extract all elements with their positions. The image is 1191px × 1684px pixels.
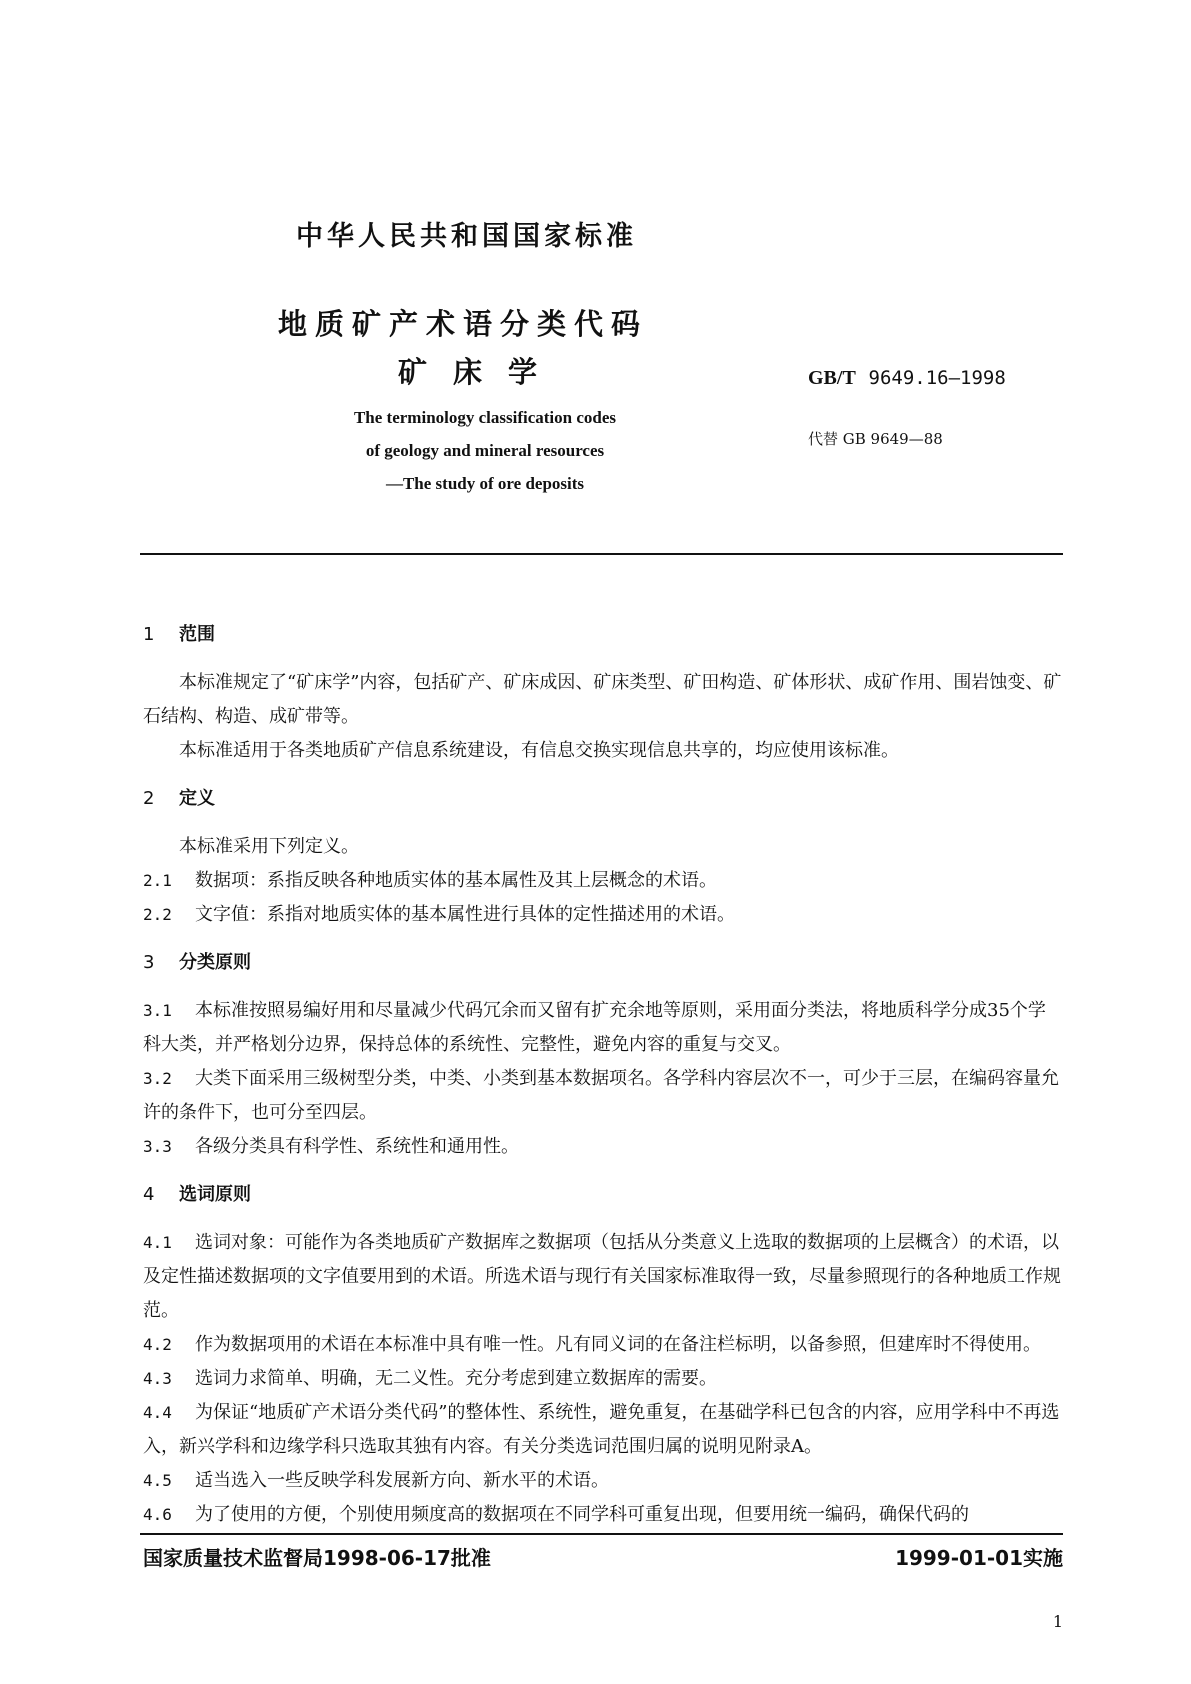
clause-text: 数据项：系指反映各种地质实体的基本属性及其上层概念的术语。 [195,870,717,891]
section-number: 1 [143,624,155,645]
top-divider [140,553,1063,555]
document-body [143,614,1063,1532]
clause-number: 4.6 [143,1505,172,1524]
bottom-divider [140,1533,1063,1535]
clause-number: 3.3 [143,1137,172,1156]
section-heading-scope [143,618,1063,652]
page-number: 1 [1052,1612,1063,1631]
clause-number: 3.2 [143,1069,172,1088]
english-title-line-3: —The study of ore deposits [385,474,585,493]
section-title: 选词原则 [179,1184,251,1205]
effective-date: 1999-01-01实施 [895,1546,1063,1570]
paragraph: 本标准规定了“矿床学”内容，包括矿产、矿床成因、矿床类型、矿田构造、矿体形状、成矿作用、围岩蚀变、矿石结构、构造、成矿带等。 [143,672,1062,727]
clause [143,1362,1063,1396]
clause-number: 3.1 [143,1001,172,1020]
clause [143,1498,1063,1532]
section-heading-word-selection [143,1178,1063,1212]
standard-code: 9649.16—1998 [868,367,1006,389]
clause-text: 选词力求简单、明确，无二义性。充分考虑到建立数据库的需要。 [195,1368,717,1389]
document-title: 地质矿产术语分类代码 [278,307,649,341]
clause-text: 大类下面采用三级树型分类，中类、小类到基本数据项名。各学科内容层次不一，可少于三层，在编码容量允许的条件下，也可分至四层。 [143,1068,1059,1123]
clause-number: 2.2 [143,905,172,924]
standard-prefix: GB/T [808,367,856,389]
clause-number: 4.2 [143,1335,172,1354]
clause [143,1130,1063,1164]
section-heading-classification [143,946,1063,980]
clause-text: 为保证“地质矿产术语分类代码”的整体性、系统性，避免重复，在基础学科已包含的内容，应用学科中不再选入，新兴学科和边缘学科只选取其独有内容。有关分类选词范围归属的说明见附录A。 [143,1402,1060,1457]
standard-number [808,365,1006,390]
section-heading-definitions [143,782,1063,816]
clause [143,864,1063,898]
clause [143,1062,1063,1130]
national-standard-heading: 中华人民共和国国家标准 [296,221,637,252]
clause [143,1396,1063,1464]
english-title-line-2: of geology and mineral resources [365,441,605,460]
section-title: 定义 [179,788,215,809]
document-subtitle: 矿床学 [398,355,564,389]
section-title: 范围 [179,624,215,645]
clause-text: 为了使用的方便，个别使用频度高的数据项在不同学科可重复出现，但要用统一编码，确保代码的 [195,1504,969,1525]
section-number: 3 [143,952,155,973]
replaces-note: 代替 GB 9649—88 [808,430,943,448]
section-title: 分类原则 [179,952,251,973]
clause [143,994,1063,1062]
clause-number: 4.1 [143,1233,172,1252]
clause-text: 作为数据项用的术语在本标准中具有唯一性。凡有同义词的在备注栏标明，以备参照，但建库时不得使用。 [195,1334,1041,1355]
clause-number: 4.3 [143,1369,172,1388]
clause [143,1226,1063,1328]
paragraph: 本标准采用下列定义。 [179,836,359,857]
clause-text: 适当选入一些反映学科发展新方向、新水平的术语。 [195,1470,609,1491]
clause-number: 2.1 [143,871,172,890]
clause-text: 文字值：系指对地质实体的基本属性进行具体的定性描述用的术语。 [195,904,735,925]
clause-text: 选词对象：可能作为各类地质矿产数据库之数据项（包括从分类意义上选取的数据项的上层概含）的术语，以及定性描述数据项的文字值要用到的术语。所选术语与现行有关国家标准取得一致，尽量参照现行的各种地质工作规范。 [143,1232,1061,1321]
clause-text: 本标准按照易编好用和尽量减少代码冗余而又留有扩充余地等原则，采用面分类法，将地质科学分成35个学科大类，并严格划分边界，保持总体的系统性、完整性，避免内容的重复与交叉。 [143,1000,1046,1055]
clause [143,898,1063,932]
clause [143,1464,1063,1498]
section-number: 2 [143,788,155,809]
clause-number: 4.5 [143,1471,172,1490]
clause-number: 4.4 [143,1403,172,1422]
english-title-line-1: The terminology classification codes [353,408,617,427]
clause-text: 各级分类具有科学性、系统性和通用性。 [195,1136,519,1157]
section-number: 4 [143,1184,155,1205]
approval-statement: 国家质量技术监督局1998-06-17批准 [143,1546,491,1570]
clause [143,1328,1063,1362]
paragraph: 本标准适用于各类地质矿产信息系统建设，有信息交换实现信息共享的，均应使用该标准。 [179,740,899,761]
